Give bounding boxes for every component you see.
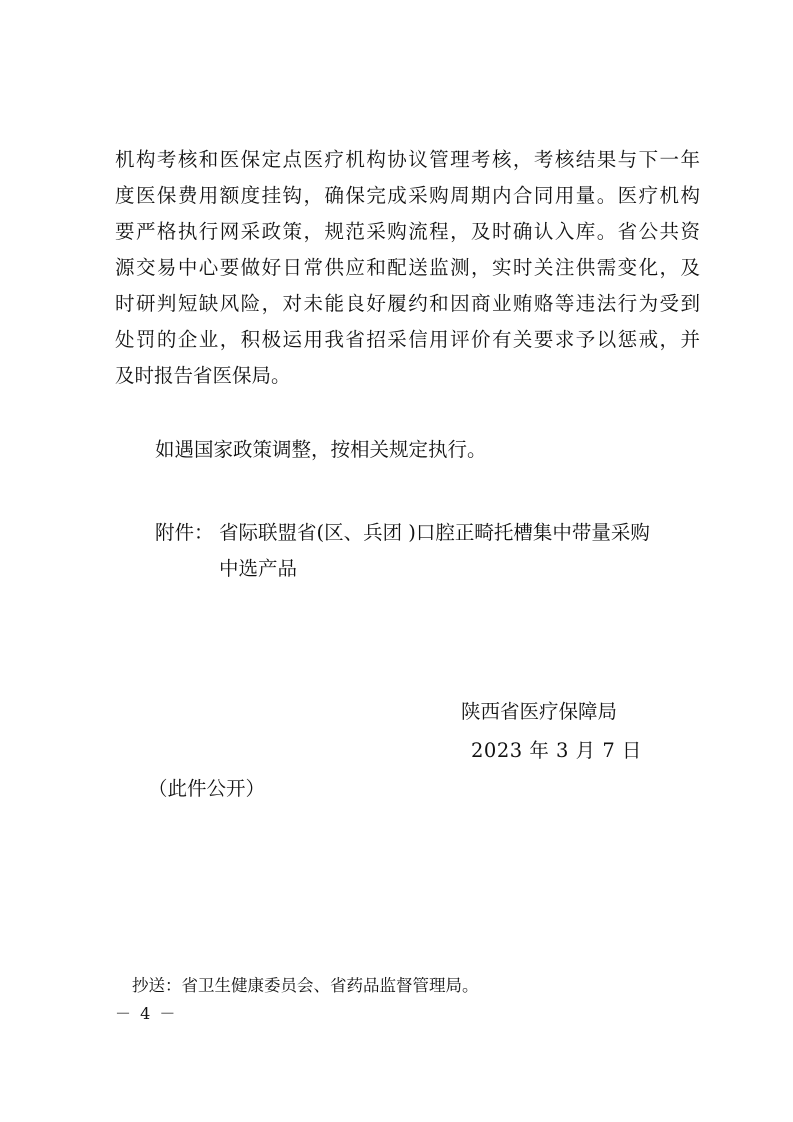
signature-date: 2023 年 3 月 7 日 [471,739,642,762]
attachment-label: 附件： [155,521,214,544]
paragraph-line: 要严格执行网采政策，规范采购流程，及时确认入库。省公共资 [115,220,700,243]
paragraph-line: 度医保费用额度挂钩，确保完成采购周期内合同用量。医疗机构 [115,184,700,207]
paragraph-line: 时研判短缺风险，对未能良好履约和因商业贿赂等违法行为受到 [115,292,700,315]
paragraph-line: 源交易中心要做好日常供应和配送监测，实时关注供需变化，及 [115,256,700,279]
attachment-title-line1: 省际联盟省(区、兵团 )口腔正畸托槽集中带量采购 [219,521,650,544]
attachment-title-line2: 中选产品 [219,557,298,580]
paragraph-line: 处罚的企业，积极运用我省招采信用评价有关要求予以惩戒，并 [115,328,700,351]
disclosure-note: （此件公开） [148,777,266,800]
paragraph-line: 及时报告省医保局。 [115,364,291,387]
cc-line: 抄送：省卫生健康委员会、省药品监督管理局。 [132,976,479,995]
signature-organization: 陕西省医疗保障局 [461,700,618,723]
page-number: － 4 － [115,1004,178,1023]
paragraph-line: 机构考核和医保定点医疗机构协议管理考核，考核结果与下一年 [115,148,700,171]
policy-adjustment-paragraph: 如遇国家政策调整，按相关规定执行。 [155,438,487,461]
paragraph-body [115,142,700,394]
attachment-block [155,515,650,587]
